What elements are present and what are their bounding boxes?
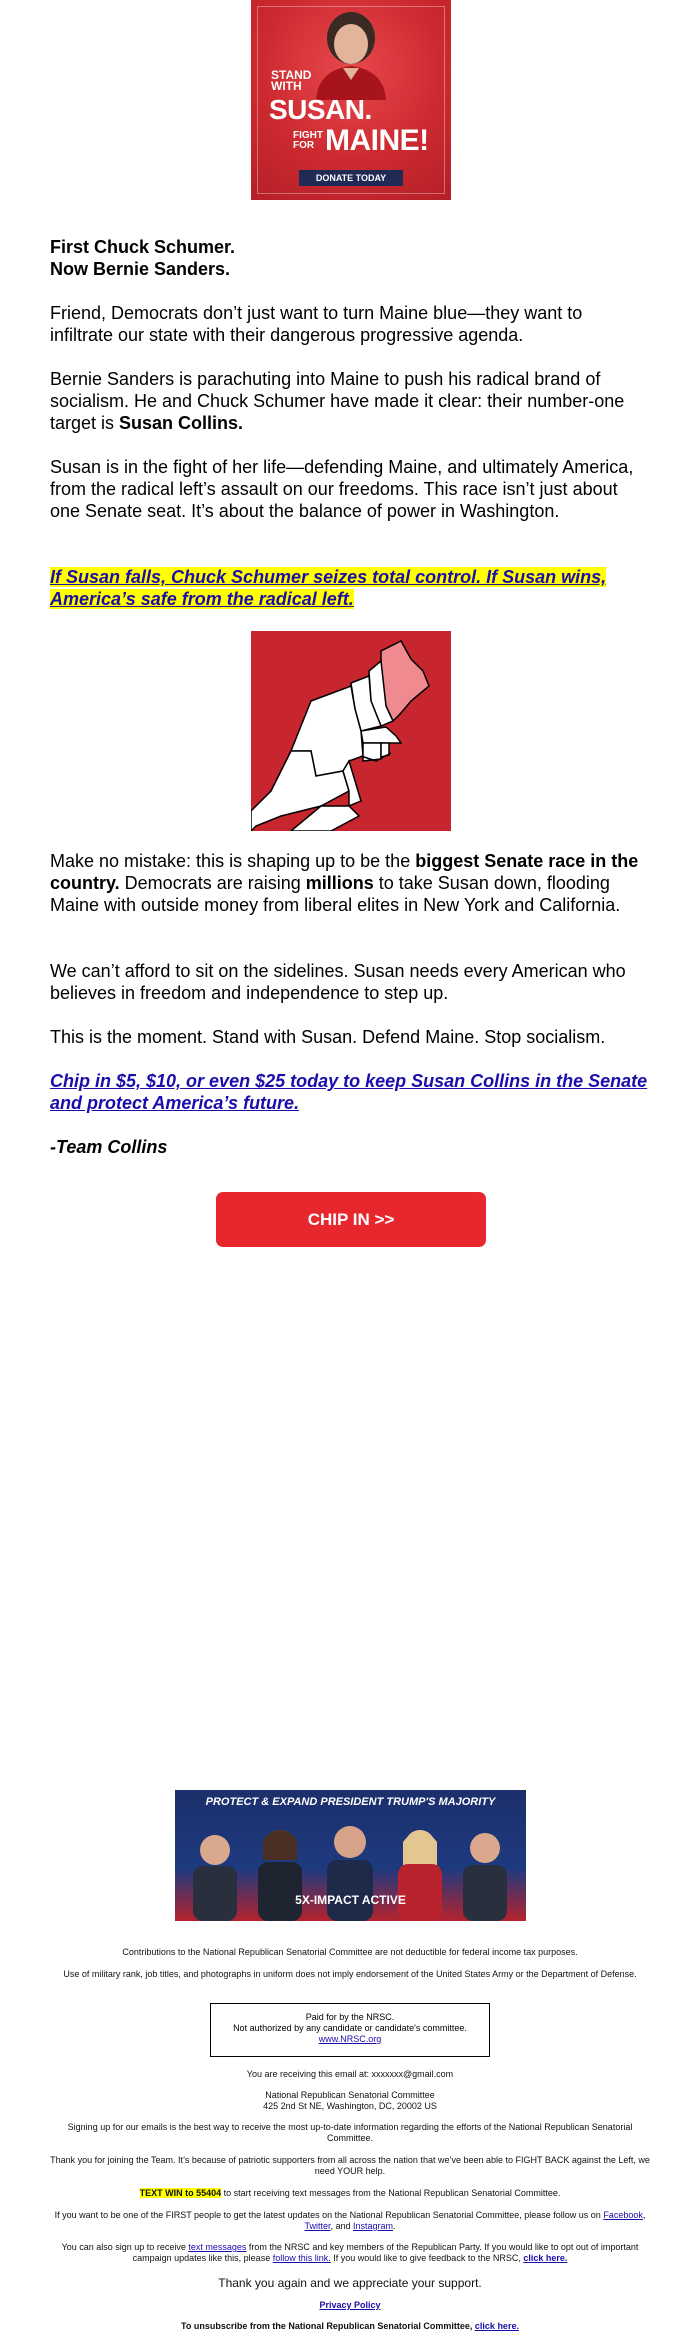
paragraph-2 (50, 368, 650, 434)
thank-you-joining: Thank you for joining the Team. It’s because of patriotic supporters from all across the nation that we’ve been able to FIGHT BACK against the Left, we need YOUR help. (50, 2155, 650, 2176)
paragraph-4 (50, 850, 650, 916)
paragraph-3 (50, 456, 650, 522)
paragraph-5 (50, 960, 650, 1004)
chip-in-link[interactable]: Chip in $5, $10, or even $25 today to keep Susan Collins in the Senate and protect America’s future. (50, 1071, 648, 1113)
signup-text-a: You can also sign up to receive (61, 2242, 189, 2252)
text-win-notice (50, 2188, 650, 2199)
receiving-email-notice: You are receiving this email at: xxxxxxx@gmail.com (246, 2069, 454, 2079)
org-address: 425 2nd St NE, Washington, DC, 20002 US (263, 2101, 437, 2111)
banner-5x-impact: 5X-IMPACT ACTIVE (295, 1893, 406, 1907)
susan-falls-link[interactable]: If Susan falls, Chuck Schumer seizes total control. If Susan wins, America’s safe from the radical left. (50, 567, 607, 609)
banner-stand-with: STAND WITH (271, 68, 312, 93)
paragraph-1-text: Friend, Democrats don’t just want to turn Maine blue—they want to infiltrate our state with their dangerous progressive agenda. (50, 303, 583, 345)
text-win-rest: to start receiving text messages from the National Republican Senatorial Committee. (221, 2188, 561, 2198)
twitter-link[interactable]: Twitter (304, 2221, 331, 2231)
follow-us-notice: If you want to be one of the FIRST people to get the latest updates on the National Republican Senatorial Committee, please follow us on Facebook, Twitter, and Instagram. (54, 2210, 646, 2231)
chip-in-button[interactable]: CHIP IN >> (216, 1192, 486, 1247)
paragraph-4-text-a: Make no mistake: this is shaping up to be the (50, 851, 416, 871)
trump-majority-banner[interactable] (175, 1790, 526, 1921)
intro-heading (50, 236, 650, 280)
unsubscribe-link[interactable]: click here. (474, 2321, 519, 2331)
military-disclaimer: Use of military rank, job titles, and photographs in uniform does not imply endorsement of the United States Army or the Department of Defense. (63, 1969, 637, 1979)
header-banner-donate[interactable] (251, 0, 451, 200)
not-authorized-line: Not authorized by any candidate or candidate's committee. (233, 2023, 467, 2033)
banner-majority-title: PROTECT & EXPAND PRESIDENT TRUMP'S MAJORITY (205, 1796, 496, 1808)
nrsc-website-link[interactable]: www.NRSC.org (318, 2034, 382, 2044)
org-name: National Republican Senatorial Committee (265, 2090, 435, 2100)
unsubscribe-text: To unsubscribe from the National Republican Senatorial Committee, (181, 2321, 475, 2331)
thanks-again: Thank you again and we appreciate your support. (218, 2276, 482, 2290)
feedback-link[interactable]: click here. (523, 2253, 568, 2263)
text-messages-link[interactable]: text messages (188, 2242, 247, 2252)
privacy-wrap (50, 2300, 650, 2311)
text-win-highlight: TEXT WIN to 55404 (139, 2188, 222, 2198)
heading-line-2: Now Bernie Sanders. (50, 259, 231, 279)
biggest-senate-race-bold: biggest Senate race in the country. (50, 851, 639, 893)
millions-bold: millions (305, 873, 374, 893)
heading-line-1: First Chuck Schumer. (50, 237, 236, 257)
unsubscribe-notice (50, 2321, 650, 2332)
signup-text-b: from the NRSC and key members of the Republican Party. If you would like to opt out of important campaign updates like this, please (132, 2242, 639, 2263)
banner-fight-for: FIGHT FOR (293, 130, 323, 151)
paid-for-line: Paid for by the NRSC. (305, 2012, 395, 2022)
facebook-link[interactable]: Facebook (603, 2210, 643, 2220)
paragraph-5-text: We can’t afford to sit on the sidelines. Susan needs every American who believes in freedom and independence to step up. (50, 961, 626, 1003)
highlight-paragraph (50, 566, 650, 610)
paragraph-4-text-c: Democrats are raising (119, 873, 306, 893)
signing-up-notice: Signing up for our emails is the best way to receive the most up-to-date information regarding the efforts of the National Republican Senatorial Committee. (67, 2122, 633, 2143)
instagram-link[interactable]: Instagram (353, 2221, 394, 2231)
new-england-map[interactable] (251, 631, 451, 831)
chip-in-paragraph (50, 1070, 650, 1114)
opt-out-link[interactable]: follow this link. (272, 2253, 331, 2263)
signup-notice (50, 2242, 650, 2264)
paragraph-6 (50, 1026, 650, 1048)
tax-disclaimer: Contributions to the National Republican Senatorial Committee are not deductible for federal income tax purposes. (122, 1947, 578, 1957)
paid-for-box (210, 2003, 490, 2057)
org-address-block (50, 2090, 650, 2112)
banner-susan: SUSAN. (269, 94, 372, 125)
signup-text-c: If you would like to give feedback to the NRSC, (330, 2253, 524, 2263)
donate-today-button[interactable]: DONATE TODAY (299, 170, 403, 186)
team-collins-signoff: -Team Collins (50, 1137, 168, 1157)
paragraph-2-text: Bernie Sanders is parachuting into Maine to push his radical brand of socialism. He and Chuck Schumer have made it clear: their number-one target is (50, 369, 625, 433)
signoff (50, 1136, 650, 1158)
paragraph-1 (50, 302, 650, 346)
paragraph-3-text: Susan is in the fight of her life—defending Maine, and ultimately America, from the radical left’s assault on our freedoms. This race isn’t just about one Senate seat. It’s about the balance of power in Washington. (50, 457, 634, 521)
susan-collins-bold: Susan Collins. (119, 413, 244, 433)
paragraph-4-text-e: to take Susan down, flooding Maine with outside money from liberal elites in New York and California. (50, 873, 621, 915)
follow-us-text: If you want to be one of the FIRST people to get the latest updates on the National Republican Senatorial Committee, please follow us on (54, 2210, 604, 2220)
map-graphic (251, 631, 451, 831)
paragraph-6-text: This is the moment. Stand with Susan. Defend Maine. Stop socialism. (50, 1027, 606, 1047)
banner-maine: MAINE! (325, 124, 429, 157)
privacy-policy-link[interactable]: Privacy Policy (319, 2300, 381, 2310)
